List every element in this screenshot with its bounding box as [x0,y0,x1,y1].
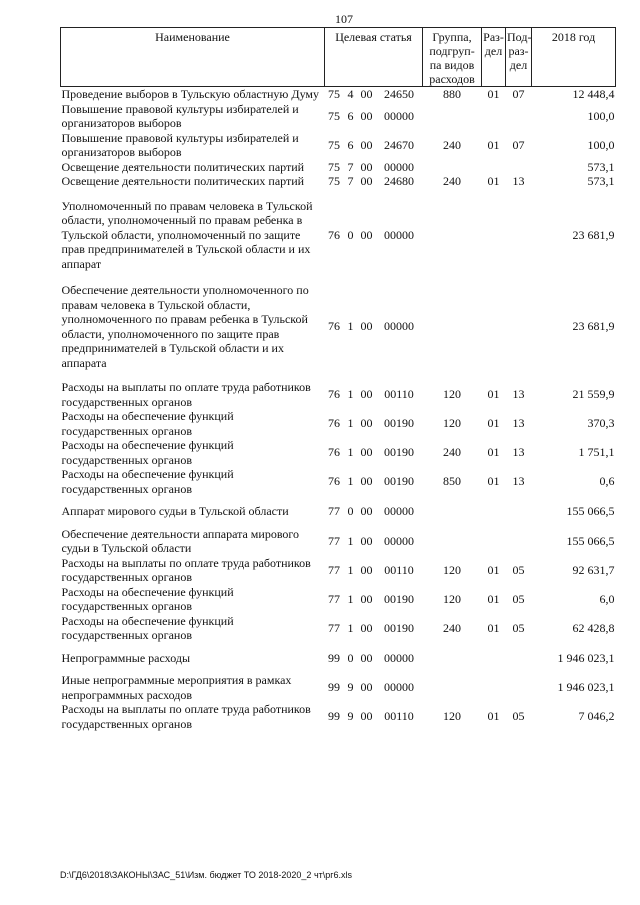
target-code-3: 00 [360,159,373,174]
target-code-3: 00 [360,533,373,548]
target-code-3: 00 [360,137,373,152]
target-code-3: 00 [360,227,373,242]
row-name: Освещение деятельности политических партий [61,174,305,188]
razdel: 01 [487,474,500,489]
podrazdel: 07 [512,87,525,101]
amount-2018: 155 066,5 [566,504,615,518]
target-code-2: 9 [347,709,354,724]
expense-group: 240 [443,445,462,460]
target-code-2: 7 [347,159,354,174]
header-group: Группа, подгруп-па видов расходов [423,28,482,87]
target-code-2: 1 [347,533,354,548]
target-code-4: 00000 [384,504,414,518]
razdel: 01 [487,620,500,635]
table-row [61,160,616,175]
target-code-4: 00000 [384,319,414,334]
podrazdel: 05 [512,709,525,724]
expense-group: 120 [443,416,462,431]
target-code-4: 00000 [384,227,414,242]
target-code-4: 00190 [384,620,414,635]
target-code-1: 76 [328,227,340,242]
razdel [482,102,506,131]
row-name: Расходы на обеспечение функций государственных органов [61,613,234,642]
row-name: Повышение правовой культуры избирателей и организаторов выборов [61,101,299,130]
table-row [61,438,616,467]
target-code-1: 77 [328,533,340,548]
row-name: Расходы на обеспечение функций государственных органов [61,438,234,467]
row-name: Проведение выборов в Тульскую областную Думу [61,87,320,101]
amount-2018: 7 046,2 [578,709,615,724]
target-code-3: 00 [360,562,373,577]
razdel: 01 [487,445,500,460]
podrazdel [506,102,532,131]
row-name: Расходы на выплаты по оплате труда работников государственных органов [61,555,311,584]
expense-group [423,102,482,131]
table-row [61,702,616,731]
expense-group [423,160,482,175]
row-name: Иные непрограммные мероприятия в рамках непрограммных расходов [61,673,292,702]
target-code-3: 00 [360,709,373,724]
expense-group: 880 [443,87,462,101]
target-code-1: 75 [328,159,340,174]
header-razdel: Раз-дел [482,28,506,87]
expense-group: 850 [443,474,462,489]
target-code-1: 75 [328,137,340,152]
target-code-1: 99 [328,680,340,695]
expense-group [423,271,482,370]
expense-group: 240 [443,174,462,188]
podrazdel: 05 [512,591,525,606]
target-code-2: 1 [347,416,354,431]
razdel: 01 [487,387,500,402]
target-code-1: 77 [328,504,340,518]
target-code-2: 6 [347,137,354,152]
target-code-4: 00190 [384,445,414,460]
target-code-2: 1 [347,474,354,489]
row-name: Расходы на обеспечение функций государственных органов [61,467,234,496]
target-code-2: 6 [347,108,354,123]
razdel [482,665,506,702]
table-row [61,131,616,160]
target-code-3: 00 [360,474,373,489]
podrazdel: 13 [512,174,525,188]
amount-2018: 573,1 [587,174,615,188]
row-name: Освещение деятельности политических партий [61,159,305,174]
target-code-2: 9 [347,680,354,695]
budget-table [60,27,616,731]
header-year: 2018 год [532,28,616,87]
table-row [61,643,616,666]
file-path-footer: D:\ГД6\2018\ЗАКОНЫ\ЗАС_51\Изм. бюджет ТО 2018-2020_2 чт\рг6.xls [60,870,353,880]
target-code-2: 0 [347,504,354,518]
target-code-3: 00 [360,445,373,460]
expense-group: 240 [443,620,462,635]
row-name: Непрограммные расходы [61,650,191,665]
table-row [61,556,616,585]
target-code-4: 00000 [384,650,414,665]
row-name: Расходы на обеспечение функций государственных органов [61,584,234,613]
expense-group [423,189,482,272]
page-number: 107 [335,12,353,26]
header-podrazdel: Под-раз-дел [506,28,532,87]
row-name: Аппарат мирового судьи в Тульской области [61,504,289,518]
target-code-4: 24680 [384,174,414,188]
expense-group: 120 [443,709,462,724]
target-code-3: 00 [360,591,373,606]
row-name: Расходы на выплаты по оплате труда работников государственных органов [61,702,311,731]
razdel: 01 [487,87,500,101]
podrazdel [506,643,532,666]
table-row [61,409,616,438]
target-code-4: 24650 [384,87,414,101]
target-code-2: 1 [347,562,354,577]
table-row [61,519,616,556]
expense-group: 120 [443,387,462,402]
razdel [482,271,506,370]
podrazdel [506,271,532,370]
table-row [61,87,616,102]
target-code-1: 76 [328,474,340,489]
target-code-2: 1 [347,620,354,635]
podrazdel [506,665,532,702]
target-code-3: 00 [360,108,373,123]
amount-2018: 62 428,8 [572,620,615,635]
table-row [61,614,616,643]
row-name: Обеспечение деятельности аппарата мирового судьи в Тульской области [61,526,300,555]
razdel: 01 [487,562,500,577]
target-code-2: 7 [347,174,354,188]
target-code-1: 99 [328,650,340,665]
target-code-3: 00 [360,416,373,431]
target-code-2: 1 [347,387,354,402]
podrazdel [506,519,532,556]
podrazdel: 13 [512,416,525,431]
podrazdel [506,189,532,272]
target-code-3: 00 [360,174,373,188]
target-code-4: 00000 [384,533,414,548]
podrazdel [506,496,532,519]
target-code-3: 00 [360,387,373,402]
table-row [61,370,616,409]
target-code-1: 77 [328,562,340,577]
razdel [482,160,506,175]
target-code-1: 76 [328,319,340,334]
podrazdel [506,160,532,175]
amount-2018: 92 631,7 [572,562,615,577]
amount-2018: 100,0 [587,137,615,152]
target-code-2: 1 [347,445,354,460]
target-code-3: 00 [360,504,373,518]
podrazdel: 13 [512,387,525,402]
table-row [61,665,616,702]
razdel [482,496,506,519]
razdel: 01 [487,137,500,152]
podrazdel: 05 [512,620,525,635]
target-code-3: 00 [360,319,373,334]
header-target: Целевая статья [325,28,423,87]
target-code-1: 75 [328,174,340,188]
expense-group: 240 [443,137,462,152]
expense-group [423,496,482,519]
table-row [61,271,616,370]
table-row [61,189,616,272]
row-name: Расходы на обеспечение функций государственных органов [61,409,234,438]
target-code-4: 00110 [384,562,414,577]
podrazdel: 13 [512,474,525,489]
razdel: 01 [487,709,500,724]
table-row [61,467,616,496]
target-code-3: 00 [360,620,373,635]
target-code-2: 1 [347,319,354,334]
target-code-1: 76 [328,416,340,431]
target-code-4: 00110 [384,387,414,402]
amount-2018: 1 751,1 [578,445,615,460]
amount-2018: 100,0 [587,108,615,123]
row-name: Расходы на выплаты по оплате труда работников государственных органов [61,380,311,409]
amount-2018: 573,1 [587,159,615,174]
header-name: Наименование [61,28,325,87]
target-code-1: 76 [328,387,340,402]
expense-group: 120 [443,591,462,606]
target-code-3: 00 [360,650,373,665]
target-code-4: 00190 [384,591,414,606]
razdel [482,189,506,272]
expense-group [423,519,482,556]
amount-2018: 1 946 023,1 [557,650,615,665]
razdel [482,519,506,556]
amount-2018: 12 448,4 [572,87,615,101]
target-code-4: 24670 [384,137,414,152]
target-code-1: 77 [328,591,340,606]
expense-group: 120 [443,562,462,577]
amount-2018: 0,6 [599,474,615,489]
amount-2018: 23 681,9 [572,227,615,242]
target-code-4: 00000 [384,108,414,123]
target-code-4: 00190 [384,416,414,431]
target-code-2: 4 [347,87,354,101]
razdel: 01 [487,591,500,606]
podrazdel: 05 [512,562,525,577]
amount-2018: 21 559,9 [572,387,615,402]
row-name: Повышение правовой культуры избирателей и организаторов выборов [61,130,299,159]
target-code-1: 75 [328,87,340,101]
target-code-1: 76 [328,445,340,460]
target-code-4: 00190 [384,474,414,489]
podrazdel: 13 [512,445,525,460]
header-row [61,28,616,87]
table-row [61,174,616,189]
razdel [482,643,506,666]
target-code-4: 00000 [384,159,414,174]
amount-2018: 23 681,9 [572,319,615,334]
amount-2018: 6,0 [599,591,615,606]
table-row [61,496,616,519]
expense-group [423,643,482,666]
amount-2018: 370,3 [587,416,615,431]
razdel: 01 [487,416,500,431]
podrazdel: 07 [512,137,525,152]
target-code-3: 00 [360,680,373,695]
amount-2018: 1 946 023,1 [557,680,615,695]
expense-group [423,665,482,702]
target-code-2: 0 [347,650,354,665]
target-code-4: 00000 [384,680,414,695]
target-code-1: 77 [328,620,340,635]
razdel: 01 [487,174,500,188]
target-code-1: 75 [328,108,340,123]
table-row [61,585,616,614]
row-name: Уполномоченный по правам человека в Тульской области, уполномоченный по правам ребенка в Тульской области, уполномоченный по защите прав предпринимателей в Тульской области и их аппарат [61,198,313,271]
target-code-3: 00 [360,87,373,101]
row-name: Обеспечение деятельности уполномоченного по правам человека в Тульской области, уполномоченного по правам ребенка в Тульской области, уполномоченного по защите прав предпринимателей в Тульской области и их аппарата [61,283,309,370]
target-code-1: 99 [328,709,340,724]
target-code-2: 0 [347,227,354,242]
table-row [61,102,616,131]
target-code-2: 1 [347,591,354,606]
amount-2018: 155 066,5 [566,533,615,548]
target-code-4: 00110 [384,709,414,724]
